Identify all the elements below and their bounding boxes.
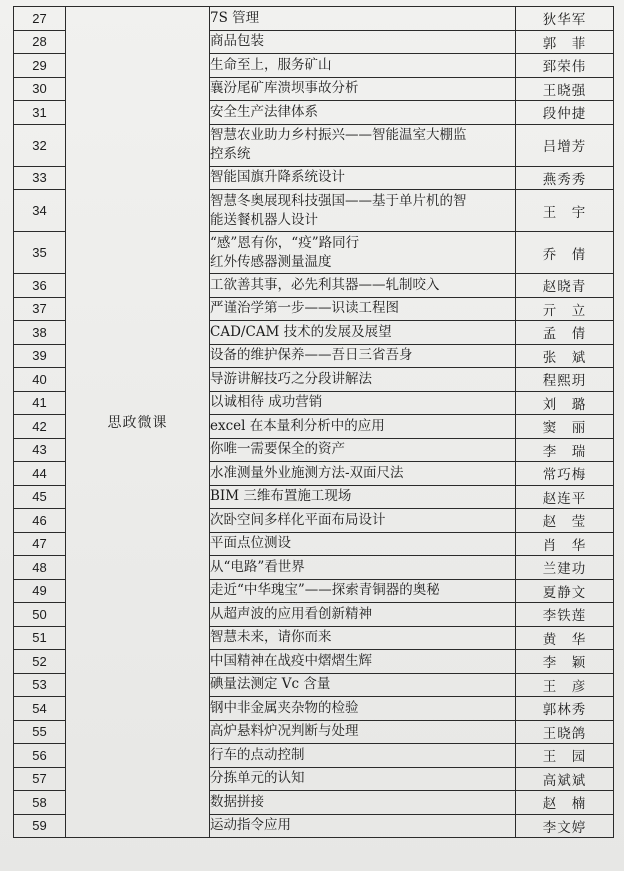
course-title-cell bbox=[210, 77, 516, 101]
course-title-line: 钢中非金属夹杂物的检验 bbox=[210, 699, 359, 716]
author-name-cell: 段仲捷 bbox=[516, 101, 614, 125]
course-title-line: 运动指令应用 bbox=[210, 817, 291, 834]
course-title-cell bbox=[210, 744, 516, 768]
course-title-line: 生命至上，服务矿山 bbox=[210, 56, 332, 73]
row-number: 43 bbox=[14, 438, 66, 462]
row-number: 48 bbox=[14, 556, 66, 580]
row-number: 59 bbox=[14, 814, 66, 838]
course-title-line: 数据拼接 bbox=[210, 793, 264, 810]
row-number: 58 bbox=[14, 791, 66, 815]
course-title-line: 高炉悬料炉况判断与处理 bbox=[210, 723, 359, 740]
author-name-cell: 高斌斌 bbox=[516, 767, 614, 791]
course-title-cell bbox=[210, 697, 516, 721]
course-title-cell bbox=[210, 673, 516, 697]
course-title-cell bbox=[210, 391, 516, 415]
author-name-cell: 赵连平 bbox=[516, 485, 614, 509]
course-title-line: 设备的维护保养——吾日三省吾身 bbox=[210, 347, 413, 364]
course-title-line: 从“电路”看世界 bbox=[210, 558, 305, 575]
row-number: 42 bbox=[14, 415, 66, 439]
author-name-cell: 张 斌 bbox=[516, 344, 614, 368]
row-number: 44 bbox=[14, 462, 66, 486]
row-number: 46 bbox=[14, 509, 66, 533]
author-name-cell: 王晓强 bbox=[516, 77, 614, 101]
author-name-cell: 孟 倩 bbox=[516, 321, 614, 345]
author-name-cell: 王 宇 bbox=[516, 190, 614, 232]
course-title-line: 能送餐机器人设计 bbox=[210, 211, 318, 228]
course-title-line: 以诚相待 成功营销 bbox=[210, 394, 323, 411]
author-name-cell: 夏静文 bbox=[516, 579, 614, 603]
course-title-line: 走近“中华瑰宝”——探索青铜器的奥秘 bbox=[210, 582, 440, 599]
author-name-cell: 郭 菲 bbox=[516, 30, 614, 54]
course-title-cell bbox=[210, 626, 516, 650]
author-name-cell: 李铁莲 bbox=[516, 603, 614, 627]
course-title-line: 7S 管理 bbox=[210, 9, 260, 26]
course-title-cell bbox=[210, 438, 516, 462]
row-number: 50 bbox=[14, 603, 66, 627]
author-name-cell: 刘 璐 bbox=[516, 391, 614, 415]
course-title-cell bbox=[210, 556, 516, 580]
course-title-line: 襄汾尾矿库溃坝事故分析 bbox=[210, 80, 359, 97]
row-number: 38 bbox=[14, 321, 66, 345]
author-name-cell: 狄华军 bbox=[516, 7, 614, 31]
row-number: 52 bbox=[14, 650, 66, 674]
course-title-cell bbox=[210, 30, 516, 54]
course-title-cell bbox=[210, 101, 516, 125]
author-name-cell: 郅荣伟 bbox=[516, 54, 614, 78]
course-title-cell bbox=[210, 297, 516, 321]
author-name-cell: 常巧梅 bbox=[516, 462, 614, 486]
category-cell: 思政微课 bbox=[66, 7, 210, 838]
course-title-cell bbox=[210, 814, 516, 838]
author-name-cell: 窦 丽 bbox=[516, 415, 614, 439]
course-title-line: CAD/CAM 技术的发展及展望 bbox=[210, 323, 392, 340]
course-title-cell bbox=[210, 124, 516, 166]
author-name-cell: 李文婷 bbox=[516, 814, 614, 838]
author-name-cell: 燕秀秀 bbox=[516, 166, 614, 190]
author-name-cell: 程熙玥 bbox=[516, 368, 614, 392]
course-title-line: 你唯一需要保全的资产 bbox=[210, 441, 345, 458]
course-title-cell bbox=[210, 579, 516, 603]
course-title-cell bbox=[210, 791, 516, 815]
row-number: 57 bbox=[14, 767, 66, 791]
course-title-cell bbox=[210, 415, 516, 439]
course-title-cell bbox=[210, 650, 516, 674]
row-number: 27 bbox=[14, 7, 66, 31]
author-name-cell: 黄 华 bbox=[516, 626, 614, 650]
author-name-cell: 兰建功 bbox=[516, 556, 614, 580]
course-title-cell bbox=[210, 232, 516, 274]
row-number: 55 bbox=[14, 720, 66, 744]
row-number: 47 bbox=[14, 532, 66, 556]
course-title-cell bbox=[210, 603, 516, 627]
course-title-cell bbox=[210, 368, 516, 392]
course-title-cell bbox=[210, 190, 516, 232]
course-title-line: 商品包装 bbox=[210, 33, 264, 50]
row-number: 29 bbox=[14, 54, 66, 78]
course-title-line: 控系统 bbox=[210, 146, 251, 162]
course-title-cell bbox=[210, 7, 516, 31]
course-title-line: 分拣单元的认知 bbox=[210, 770, 305, 787]
author-name-cell: 王晓鸽 bbox=[516, 720, 614, 744]
row-number: 39 bbox=[14, 344, 66, 368]
author-name-cell: 赵 楠 bbox=[516, 791, 614, 815]
author-name-cell: 亓 立 bbox=[516, 297, 614, 321]
row-number: 35 bbox=[14, 232, 66, 274]
author-name-cell: 肖 华 bbox=[516, 532, 614, 556]
course-title-cell bbox=[210, 344, 516, 368]
row-number: 37 bbox=[14, 297, 66, 321]
course-title-line: 严谨治学第一步——识读工程图 bbox=[210, 300, 399, 317]
course-title-line: 中国精神在战疫中熠熠生辉 bbox=[210, 652, 372, 669]
author-name-cell: 王 彦 bbox=[516, 673, 614, 697]
course-title-line: excel 在本量利分析中的应用 bbox=[210, 417, 385, 434]
row-number: 54 bbox=[14, 697, 66, 721]
course-title-line: 从超声波的应用看创新精神 bbox=[210, 605, 372, 622]
course-title-line: 智慧冬奥展现科技强国——基于单片机的智 bbox=[210, 192, 467, 209]
row-number: 49 bbox=[14, 579, 66, 603]
row-number: 40 bbox=[14, 368, 66, 392]
row-number: 51 bbox=[14, 626, 66, 650]
course-roster-table bbox=[13, 6, 614, 838]
roster-body bbox=[14, 7, 614, 838]
author-name-cell: 李 颖 bbox=[516, 650, 614, 674]
author-name-cell: 李 瑞 bbox=[516, 438, 614, 462]
course-title-line: 碘量法测定 Vc 含量 bbox=[210, 676, 331, 693]
row-number: 34 bbox=[14, 190, 66, 232]
course-title-line: 智慧农业助力乡村振兴——智能温室大棚监 bbox=[210, 127, 467, 143]
table-row bbox=[14, 7, 614, 31]
course-title-cell bbox=[210, 720, 516, 744]
course-title-line: “感”恩有你，“疫”路同行 bbox=[210, 234, 360, 251]
row-number: 36 bbox=[14, 274, 66, 298]
course-title-cell bbox=[210, 485, 516, 509]
row-number: 30 bbox=[14, 77, 66, 101]
course-title-line: 水准测量外业施测方法-双面尺法 bbox=[210, 464, 404, 481]
row-number: 31 bbox=[14, 101, 66, 125]
course-title-line: 智能国旗升降系统设计 bbox=[210, 169, 345, 186]
course-title-line: 红外传感器测量温度 bbox=[210, 253, 332, 270]
row-number: 56 bbox=[14, 744, 66, 768]
course-title-cell bbox=[210, 767, 516, 791]
row-number: 41 bbox=[14, 391, 66, 415]
course-title-cell bbox=[210, 462, 516, 486]
course-title-line: 导游讲解技巧之分段讲解法 bbox=[210, 370, 372, 387]
course-title-cell bbox=[210, 274, 516, 298]
course-title-line: 工欲善其事，必先利其器——轧制咬入 bbox=[210, 276, 440, 293]
course-title-line: 智慧未来，请你而来 bbox=[210, 629, 332, 646]
row-number: 33 bbox=[14, 166, 66, 190]
author-name-cell: 赵 莹 bbox=[516, 509, 614, 533]
author-name-cell: 王 园 bbox=[516, 744, 614, 768]
row-number: 53 bbox=[14, 673, 66, 697]
course-title-line: 次卧空间多样化平面布局设计 bbox=[210, 511, 386, 528]
row-number: 45 bbox=[14, 485, 66, 509]
course-title-cell bbox=[210, 532, 516, 556]
author-name-cell: 乔 倩 bbox=[516, 232, 614, 274]
row-number: 32 bbox=[14, 124, 66, 166]
author-name-cell: 郭林秀 bbox=[516, 697, 614, 721]
author-name-cell: 赵晓青 bbox=[516, 274, 614, 298]
course-title-cell bbox=[210, 321, 516, 345]
author-name-cell: 吕增芳 bbox=[516, 124, 614, 166]
course-title-cell bbox=[210, 509, 516, 533]
row-number: 28 bbox=[14, 30, 66, 54]
course-title-line: BIM 三维布置施工现场 bbox=[210, 488, 352, 505]
course-title-cell bbox=[210, 166, 516, 190]
course-title-line: 平面点位测设 bbox=[210, 535, 291, 552]
course-title-cell bbox=[210, 54, 516, 78]
course-title-line: 安全生产法律体系 bbox=[210, 103, 318, 120]
course-title-line: 行车的点动控制 bbox=[210, 746, 305, 763]
